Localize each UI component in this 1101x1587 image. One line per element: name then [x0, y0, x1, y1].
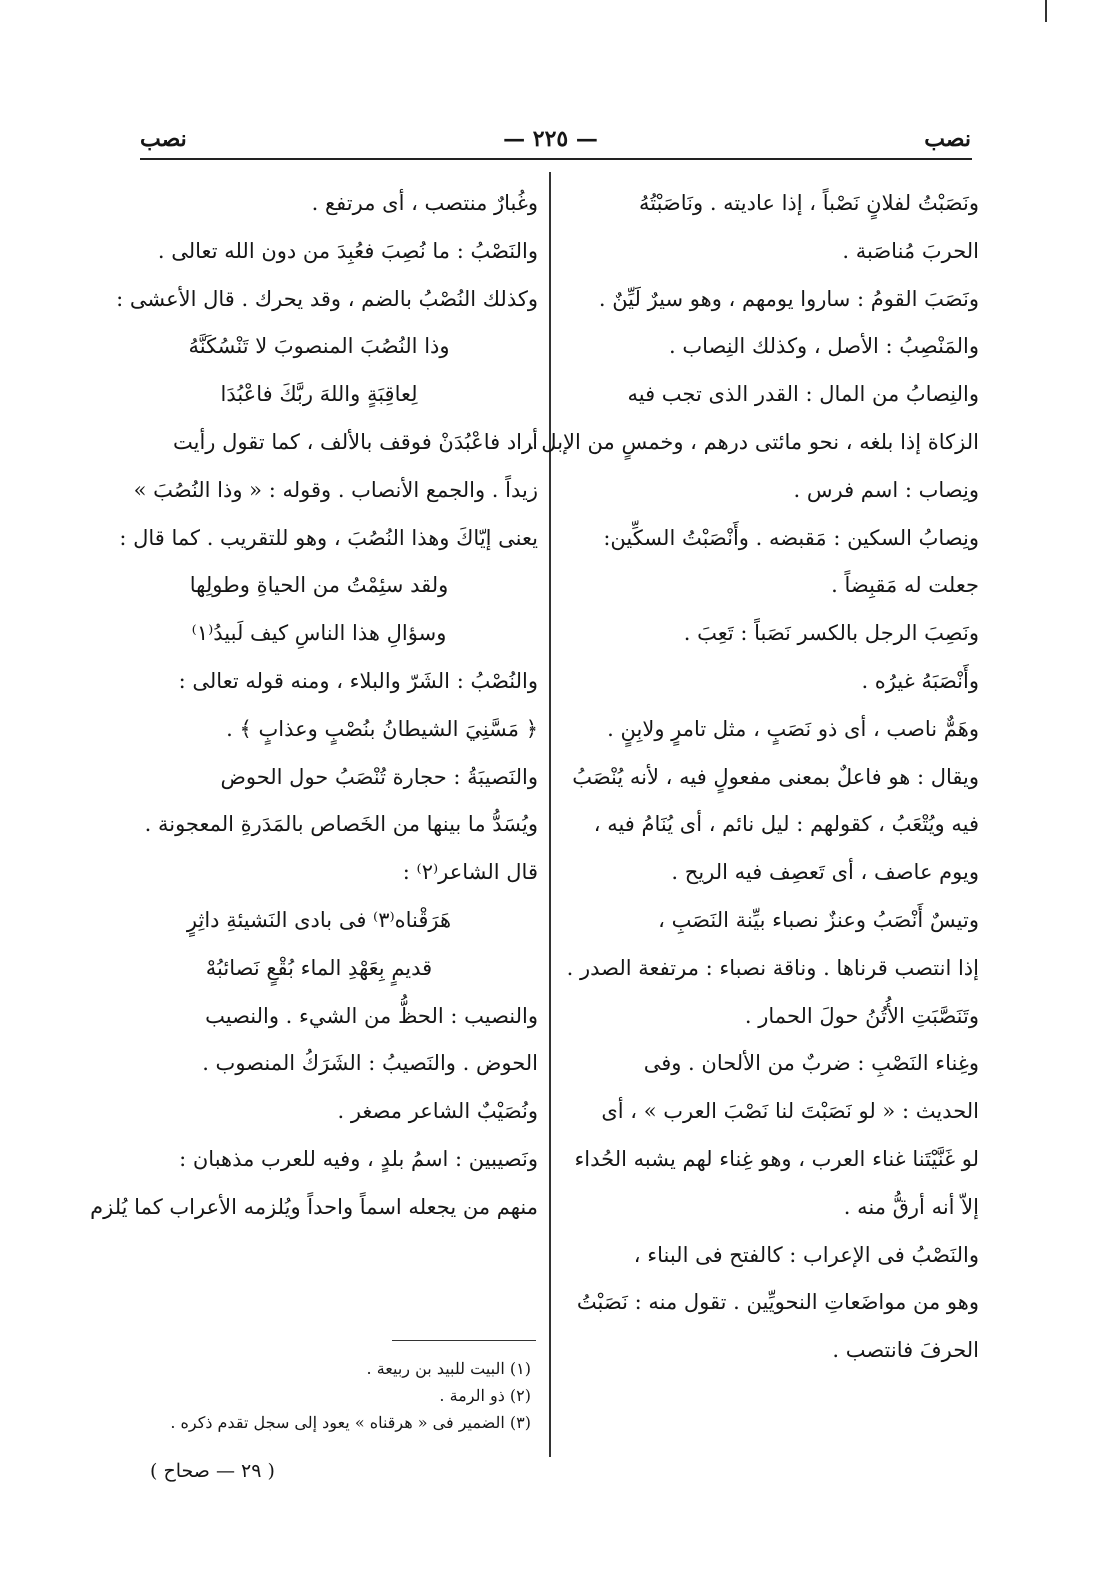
- text-line: إلاّ أنه أرقُّ منه .: [843, 1194, 979, 1219]
- text-line: والنَصيبَةُ : حجارة تُنْصَبُ حول الحوض: [220, 764, 538, 789]
- text-line: الحديث : « لو نَصَبْتَ لنا نَصْبَ العرب » ، أى: [601, 1099, 979, 1124]
- text-line: جعلت له مَقبِضاً .: [831, 573, 979, 598]
- text-line: أراد فاعْبُدَنْ فوقف بالألف ، كما تقول رأيت: [173, 429, 538, 454]
- text-line: وأَنْصَبَهُ غيرُه .: [861, 668, 979, 693]
- text-line: الزكاة إذا بلغه ، نحو مائتى درهم ، وخمسٍ من الإبل .: [527, 429, 979, 454]
- text-line: ويقال : هو فاعلٌ بمعنى مفعولٍ فيه ، لأنه يُنْصَبُ: [572, 764, 979, 789]
- text-line: والمَنْصِبُ : الأصل ، وكذلك النِصاب .: [668, 334, 979, 359]
- text-line: منهم من يجعله اسماً واحداً ويُلزمه الأعراب كما يُلزم: [90, 1194, 538, 1219]
- text-line: وتيسٌ أَنْصَبُ وعنزٌ نصباء بيِّنة النَصَبِ ،: [658, 907, 979, 932]
- text-line: يعنى إيّاكَ وهذا النُصُبَ ، وهو للتقريب . كما قال :: [119, 525, 538, 550]
- verse-line: ولقد سئِمْتُ من الحياةِ وطولِها: [189, 573, 449, 598]
- text-line: ونَصَبْتُ لفلانٍ نَصْباً ، إذا عاديته . ونَاصَبْتُهُ: [639, 191, 979, 215]
- text-line: ونِصاب : اسم فرس .: [793, 477, 979, 502]
- text-line: وكذلك النُصْبُ بالضم ، وقد يحرك . قال الأعشى :: [116, 286, 538, 311]
- text-line: قال الشاعر⁽٢⁾ :: [402, 860, 538, 885]
- text-line: وهو من مواضَعاتِ النحويِّين . تقول منه : نَصَبْتُ: [576, 1290, 979, 1315]
- text-line: إذا انتصب قرناها . وناقة نصباء : مرتفعة الصدر .: [566, 955, 979, 980]
- text-line: وهَمٌّ ناصب ، أى ذو نَصَبٍ ، مثل تامرٍ ولابِنٍ .: [607, 716, 979, 741]
- page-number: — ٢٢٥ —: [503, 126, 598, 152]
- text-line: والنِصابُ من المال : القدر الذى تجب فيه: [627, 382, 979, 407]
- right-column: [527, 180, 979, 1375]
- text-line: وتَنَصَّبَتِ الأُتُنُ حولَ الحمار .: [744, 1003, 979, 1028]
- verse-line: قديمٍ بِعَهْدِ الماء بُقْعٍ نَصائبُهْ: [205, 955, 433, 980]
- footnote: (٢) ذو الرمة .: [439, 1386, 531, 1405]
- text-line: ونِصابُ السكين : مَقبضه . وأَنْصَبْتُ السكِّين:: [603, 525, 979, 550]
- text-line: زيداً . والجمع الأنصاب . وقوله : « وذا النُصُبَ »: [133, 477, 538, 502]
- text-line: والنَصْبُ فى الإعراب : كالفتح فى البناء ،: [633, 1242, 979, 1267]
- text-line: والنَصْبُ : ما نُصِبَ فعُبِدَ من دون الله تعالى .: [157, 238, 538, 263]
- verse-line: وذا النُصُبَ المنصوبَ لا تَنْسُكَنَّهُ: [188, 334, 450, 359]
- running-head-left: نصب: [140, 126, 187, 152]
- text-line: ونُصَيْبٌ الشاعر مصغر .: [337, 1099, 538, 1124]
- signature-mark: ( ٢٩ — صحاح ): [150, 1460, 275, 1482]
- left-column: [90, 180, 538, 1232]
- text-line: والنصيب : الحظُّ من الشيء . والنصيب: [205, 1003, 538, 1028]
- scan-edge-mark: [1045, 0, 1047, 22]
- text-line: فيه ويُتْعَبُ ، كقولهم : ليل نائم ، أى يُنَامُ فيه ،: [593, 812, 979, 837]
- footnote-rule: [392, 1340, 536, 1341]
- text-line: الحوض . والنَصيبُ : الشَرَكُ المنصوب .: [202, 1051, 538, 1076]
- text-line: لو غَنَّيْتَنا غناء العرب ، وهو غِناء لهم يشبه الحُداء: [574, 1146, 979, 1171]
- header-rule: [140, 158, 972, 160]
- text-line: والنُصْبُ : الشَرّ والبلاء ، ومنه قوله تعالى :: [178, 668, 538, 693]
- column-divider: [549, 172, 551, 1457]
- text-line: ﴿ مَسَّنِيَ الشيطانُ بنُصْبٍ وعذابٍ ﴾ .: [226, 716, 538, 741]
- verse-line: هَرَقْناه⁽٣⁾ فى بادى النَشيئةِ داثِرٍ: [186, 907, 452, 932]
- verse-line: لِعاقِبَةٍ واللهَ ربَّكَ فاعْبُدَا: [220, 382, 418, 407]
- text-line: ونَصَبَ القومُ : ساروا يومهم ، وهو سيرٌ لَيِّنٌ .: [598, 286, 979, 311]
- text-line: ويوم عاصف ، أى تَعصِف فيه الريح .: [671, 860, 979, 885]
- text-line: الحربَ مُناصَبة .: [842, 238, 979, 263]
- footnote: (٣) الضمير فى « هرقناه » يعود إلى سجل تقدم ذكره .: [170, 1413, 531, 1432]
- text-line: وغُبارٌ منتصب ، أى مرتفع .: [311, 191, 538, 215]
- text-line: وغِناء النَصْبِ : ضربٌ من الألحان . وفى: [643, 1051, 979, 1076]
- verse-line: وسؤالِ هذا الناسِ كيف لَبيدُ⁽١⁾: [191, 621, 447, 646]
- footnote: (١) البيت للبيد بن ربيعة .: [366, 1359, 531, 1378]
- running-head-right: نصب: [924, 126, 971, 152]
- text-line: ويُسَدُّ ما بينها من الخَصاص بالمَدَرةِ المعجونة .: [144, 812, 538, 837]
- text-line: ونَصِبَ الرجل بالكسر نَصَباً : تَعِبَ .: [683, 621, 979, 646]
- text-line: ونَصيبين : اسمُ بلدٍ ، وفيه للعرب مذهبان :: [179, 1146, 538, 1171]
- text-line: الحرفَ فانتصب .: [832, 1338, 979, 1363]
